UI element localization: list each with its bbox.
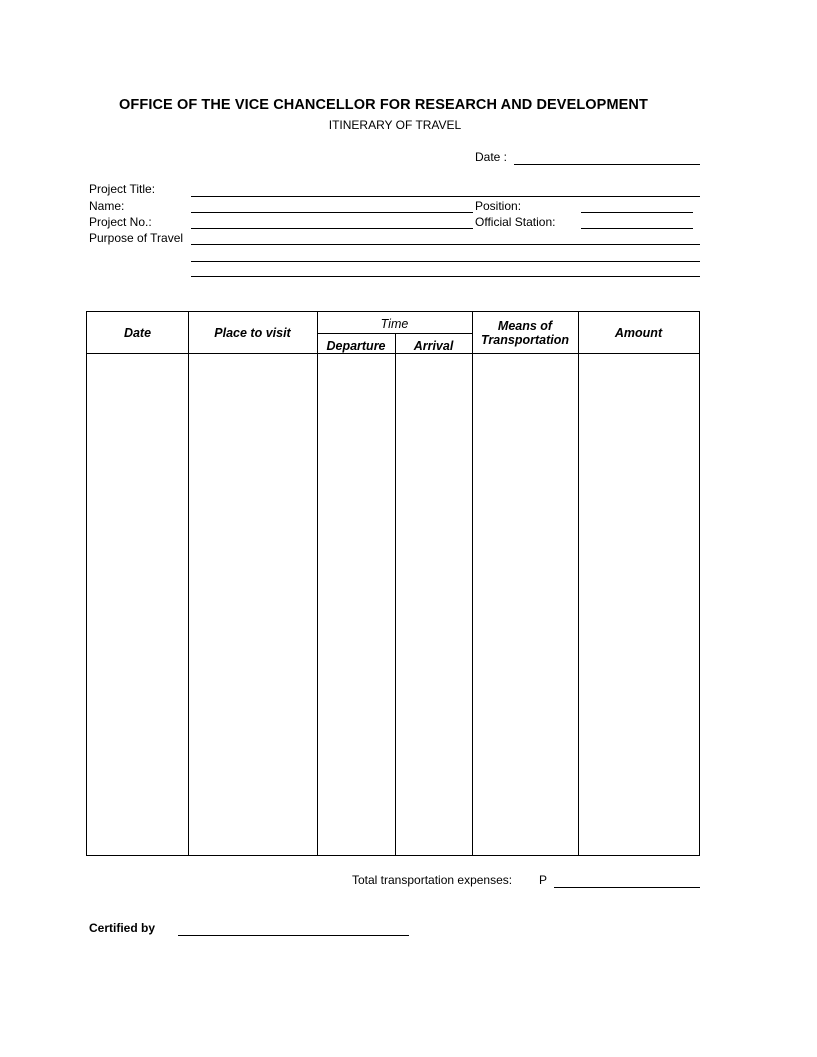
official-station-label: Official Station:	[475, 215, 556, 229]
column-divider	[188, 312, 189, 855]
project-title-label: Project Title:	[89, 182, 156, 196]
official-station-field-line[interactable]	[581, 228, 693, 229]
column-divider	[317, 312, 318, 855]
position-field-line[interactable]	[581, 212, 693, 213]
column-header-means-line1: Means of	[497, 319, 553, 333]
header-bottom-line	[87, 353, 699, 354]
time-header-divider	[317, 333, 472, 334]
certified-by-field-line[interactable]	[178, 935, 409, 936]
column-header-place: Place to visit	[214, 326, 291, 340]
column-header-arrival: Arrival	[413, 339, 454, 353]
name-label: Name:	[89, 199, 125, 213]
project-no-label: Project No.:	[89, 215, 152, 229]
currency-symbol: P	[539, 873, 548, 887]
total-expenses-label: Total transportation expenses:	[352, 873, 513, 887]
column-divider	[472, 312, 473, 855]
position-label: Position:	[475, 199, 522, 213]
date-label: Date :	[475, 150, 508, 164]
purpose-field-line-3[interactable]	[191, 276, 700, 277]
project-title-field-line[interactable]	[191, 196, 700, 197]
purpose-field-line-2[interactable]	[191, 261, 700, 262]
total-expenses-field-line[interactable]	[554, 887, 700, 888]
column-header-departure: Departure	[326, 339, 386, 353]
column-divider	[578, 312, 579, 855]
column-header-date: Date	[123, 326, 152, 340]
itinerary-table	[86, 311, 700, 856]
name-field-line[interactable]	[191, 212, 473, 213]
column-header-amount: Amount	[614, 326, 663, 340]
purpose-field-line-1[interactable]	[191, 244, 700, 245]
page-subtitle: ITINERARY OF TRAVEL	[328, 118, 462, 132]
purpose-label: Purpose of Travel	[89, 231, 184, 245]
project-no-field-line[interactable]	[191, 228, 473, 229]
column-divider	[395, 333, 396, 855]
date-field-line[interactable]	[514, 164, 700, 165]
column-header-time: Time	[380, 317, 409, 331]
column-header-means-line2: Transportation	[481, 333, 569, 347]
page-title: OFFICE OF THE VICE CHANCELLOR FOR RESEARCH AND DEVELOPMENT	[119, 97, 648, 113]
certified-by-label: Certified by	[89, 921, 156, 935]
